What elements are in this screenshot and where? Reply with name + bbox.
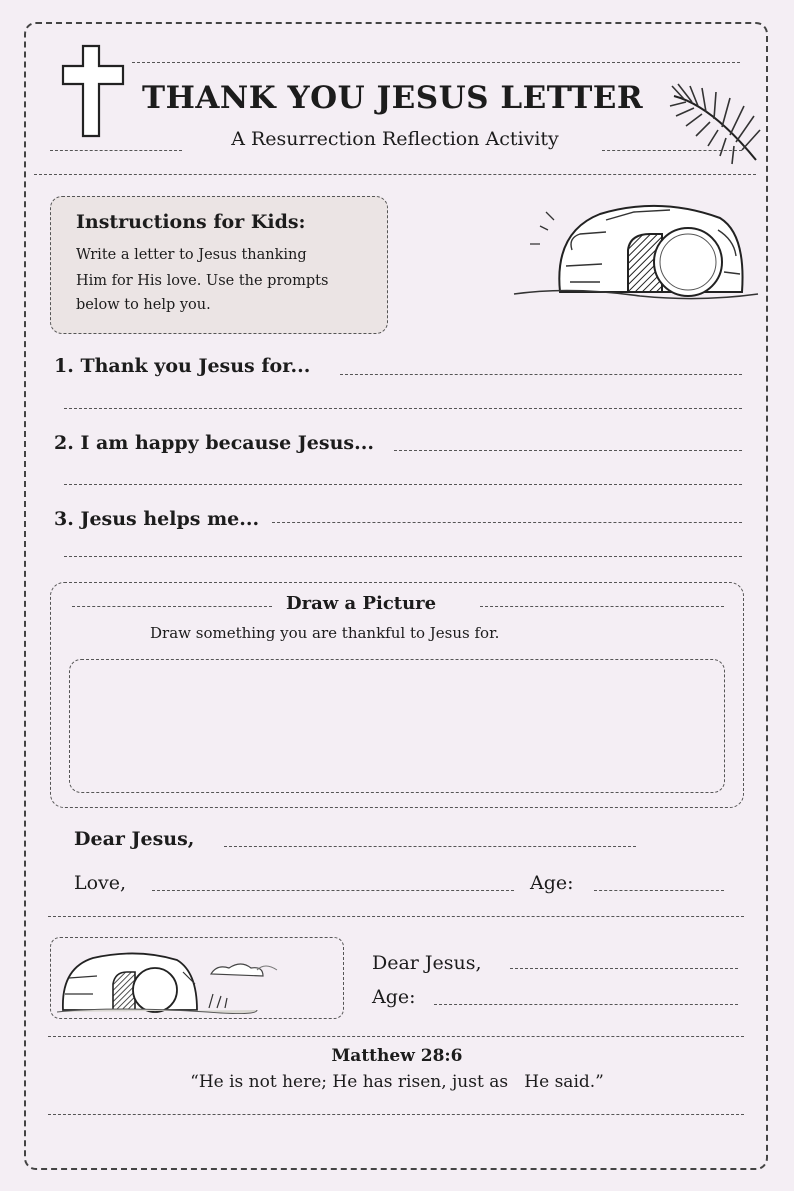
answer-line[interactable] xyxy=(340,374,742,375)
greeting-line[interactable] xyxy=(224,846,636,847)
instructions-line: below to help you. xyxy=(76,297,211,313)
prompt-2: 2. I am happy because Jesus... xyxy=(54,432,374,454)
age-line[interactable] xyxy=(594,890,724,891)
answer-line[interactable] xyxy=(272,522,742,523)
empty-tomb-icon xyxy=(510,190,760,310)
drawing-title-rule-left xyxy=(72,606,272,607)
drawing-title: Draw a Picture xyxy=(286,593,437,614)
instructions-line: Him for His love. Use the prompts xyxy=(76,273,329,289)
mini-age-label: Age: xyxy=(372,986,416,1008)
drawing-area[interactable] xyxy=(69,659,725,793)
header-bottom-rule xyxy=(34,174,756,175)
drawing-section xyxy=(50,582,744,808)
answer-line[interactable] xyxy=(64,556,742,557)
section-divider xyxy=(48,1036,744,1037)
footer-rule xyxy=(48,1114,744,1115)
verse-text: “He is not here; He has risen, just as He said.” xyxy=(190,1072,604,1092)
prompt-3: 3. Jesus helps me... xyxy=(54,508,260,530)
mini-age-line[interactable] xyxy=(434,1004,738,1005)
instructions-box xyxy=(50,196,388,334)
instructions-title: Instructions for Kids: xyxy=(76,211,306,233)
mini-greeting-line[interactable] xyxy=(510,968,738,969)
love-label: Love, xyxy=(74,872,127,894)
small-tomb-icon xyxy=(57,944,339,1014)
mini-greeting-label: Dear Jesus, xyxy=(372,952,482,974)
section-divider xyxy=(48,916,744,917)
verse-reference: Matthew 28:6 xyxy=(331,1046,463,1066)
name-line[interactable] xyxy=(152,890,514,891)
age-label: Age: xyxy=(530,872,574,894)
page-subtitle: A Resurrection Reflection Activity xyxy=(231,128,559,150)
instructions-line: Write a letter to Jesus thanking xyxy=(76,247,307,263)
page-title: THANK YOU JESUS LETTER xyxy=(142,80,644,116)
answer-line[interactable] xyxy=(394,450,742,451)
mini-card xyxy=(50,937,344,1019)
prompt-1: 1. Thank you Jesus for... xyxy=(54,355,311,377)
greeting-label: Dear Jesus, xyxy=(74,828,195,850)
answer-line[interactable] xyxy=(64,408,742,409)
drawing-title-rule-right xyxy=(480,606,724,607)
header-top-rule xyxy=(132,62,740,63)
answer-line[interactable] xyxy=(64,484,742,485)
drawing-subtitle: Draw something you are thankful to Jesus for. xyxy=(150,624,500,642)
palm-branch-icon xyxy=(668,82,764,168)
subtitle-rule-left xyxy=(50,150,182,151)
cross-icon xyxy=(60,44,126,140)
